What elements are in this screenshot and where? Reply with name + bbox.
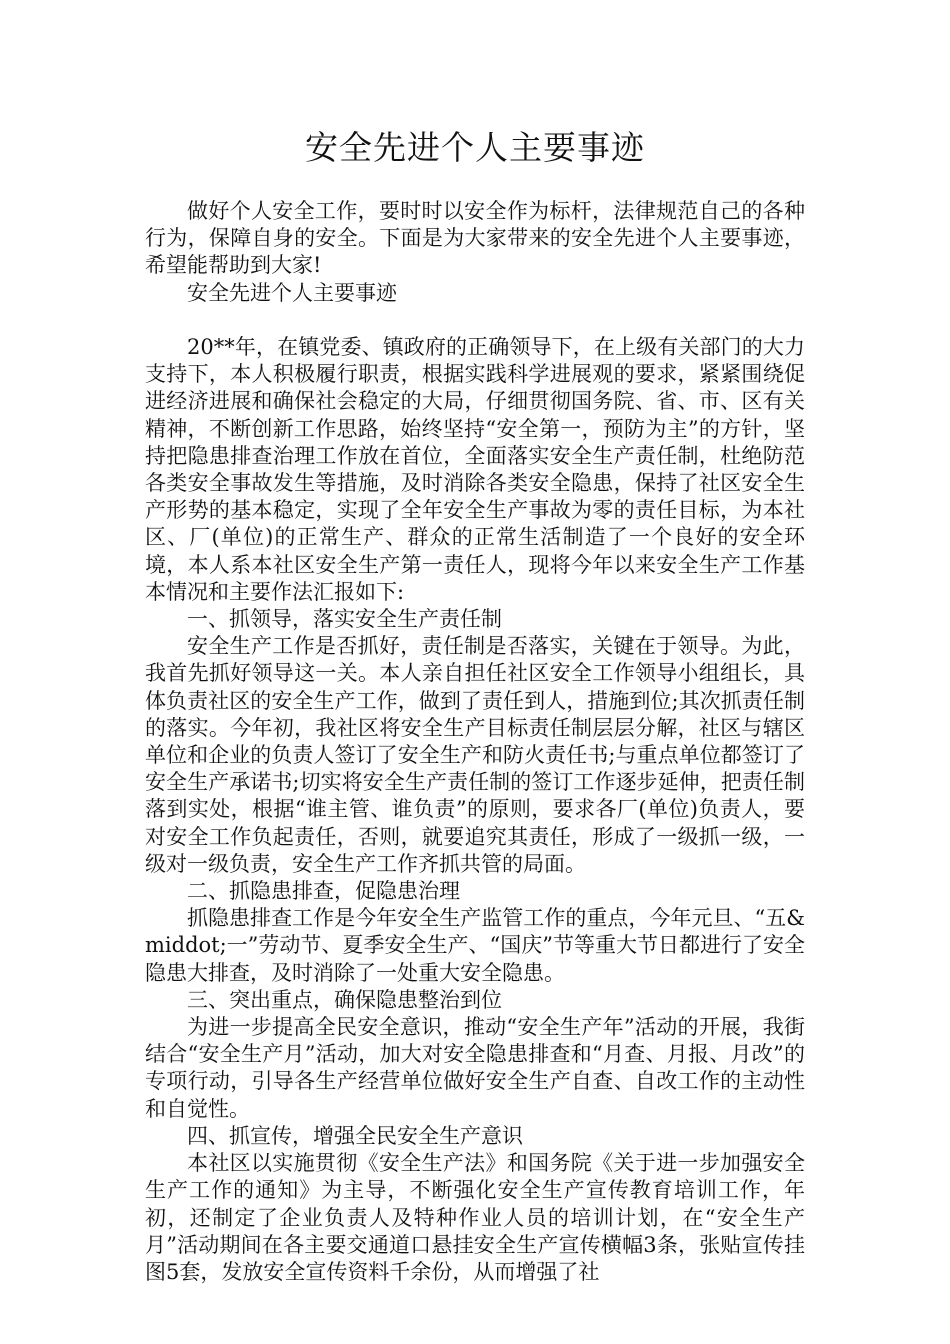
blank-line: [145, 307, 805, 334]
section-heading-1: 一、抓领导，落实安全生产责任制: [187, 607, 502, 632]
body-paragraph-1: 20**年，在镇党委、镇政府的正确领导下，在上级有关部门的大力支持下，本人积极履行职责，根据实践科学进展观的要求，紧紧围绕促进经济进展和确保社会稳定的大局，仔细贯彻国务院、省、市、区有关精神，不断创新工作思路，始终坚持“安全第一，预防为主”的方针，坚持把隐患排查治理工作放在首位，全面落实安全生产责任制，杜绝防范各类安全事故发生等措施，及时消除各类安全隐患，保持了社区安全生产形势的基本稳定，实现了全年安全生产事故为零的责任目标，为本社区、厂(单位)的正常生产、群众的正常生活制造了一个良好的安全环境，本人系本社区安全生产第一责任人，现将今年以来安全生产工作基本情况和主要作法汇报如下:: [145, 335, 805, 604]
body-paragraph-3: 抓隐患排查工作是今年安全生产监管工作的重点，今年元旦、“五&middot;一”劳动节、夏季安全生产、“国庆”节等重大节日都进行了安全隐患大排查，及时消除了一处重大安全隐患。: [145, 906, 805, 985]
body-paragraph-5: 本社区以实施贯彻《安全生产法》和国务院《关于进一步加强安全生产工作的通知》为主导，不断强化安全生产宣传教育培训工作，年初，还制定了企业负责人及特种作业人员的培训计划，在“安全生产月”活动期间在各主要交通道口悬挂安全生产宣传横幅3条，张贴宣传挂图5套，发放安全宣传资料千余份，从而增强了社: [145, 1151, 805, 1284]
intro-paragraph: 做好个人安全工作，要时时以安全作为标杆，法律规范自己的各种行为，保障自身的安全。下面是为大家带来的安全先进个人主要事迹，希望能帮助到大家!: [145, 199, 805, 278]
section-heading-3: 三、突出重点，确保隐患整治到位: [187, 987, 502, 1012]
section-heading-4: 四、抓宣传，增强全民安全生产意识: [187, 1123, 523, 1148]
body-paragraph-2: 安全生产工作是否抓好，责任制是否落实，关键在于领导。为此，我首先抓好领导这一关。本人亲自担任社区安全工作领导小组组长，具体负责社区的安全生产工作，做到了责任到人，措施到位;其次抓责任制的落实。今年初，我社区将安全生产目标责任制层层分解，社区与辖区单位和企业的负责人签订了安全生产和防火责任书;与重点单位都签订了安全生产承诺书;切实将安全生产责任制的签订工作逐步延伸，把责任制落到实处，根据“谁主管、谁负责”的原则，要求各厂(单位)负责人，要对安全工作负起责任，否则，就要追究其责任，形成了一级抓一级，一级对一级负责，安全生产工作齐抓共管的局面。: [145, 634, 805, 876]
body-paragraph-4: 为进一步提高全民安全意识，推动“安全生产年”活动的开展，我街结合“安全生产月”活动，加大对安全隐患排查和“月查、月报、月改”的专项行动，引导各生产经营单位做好安全生产自查、自改工作的主动性和自觉性。: [145, 1015, 805, 1121]
section-heading-2: 二、抓隐患排查，促隐患治理: [187, 879, 460, 904]
document-title: 安全先进个人主要事迹: [305, 128, 645, 167]
document-body: [145, 198, 805, 1286]
subtitle-line: 安全先进个人主要事迹: [187, 280, 397, 305]
